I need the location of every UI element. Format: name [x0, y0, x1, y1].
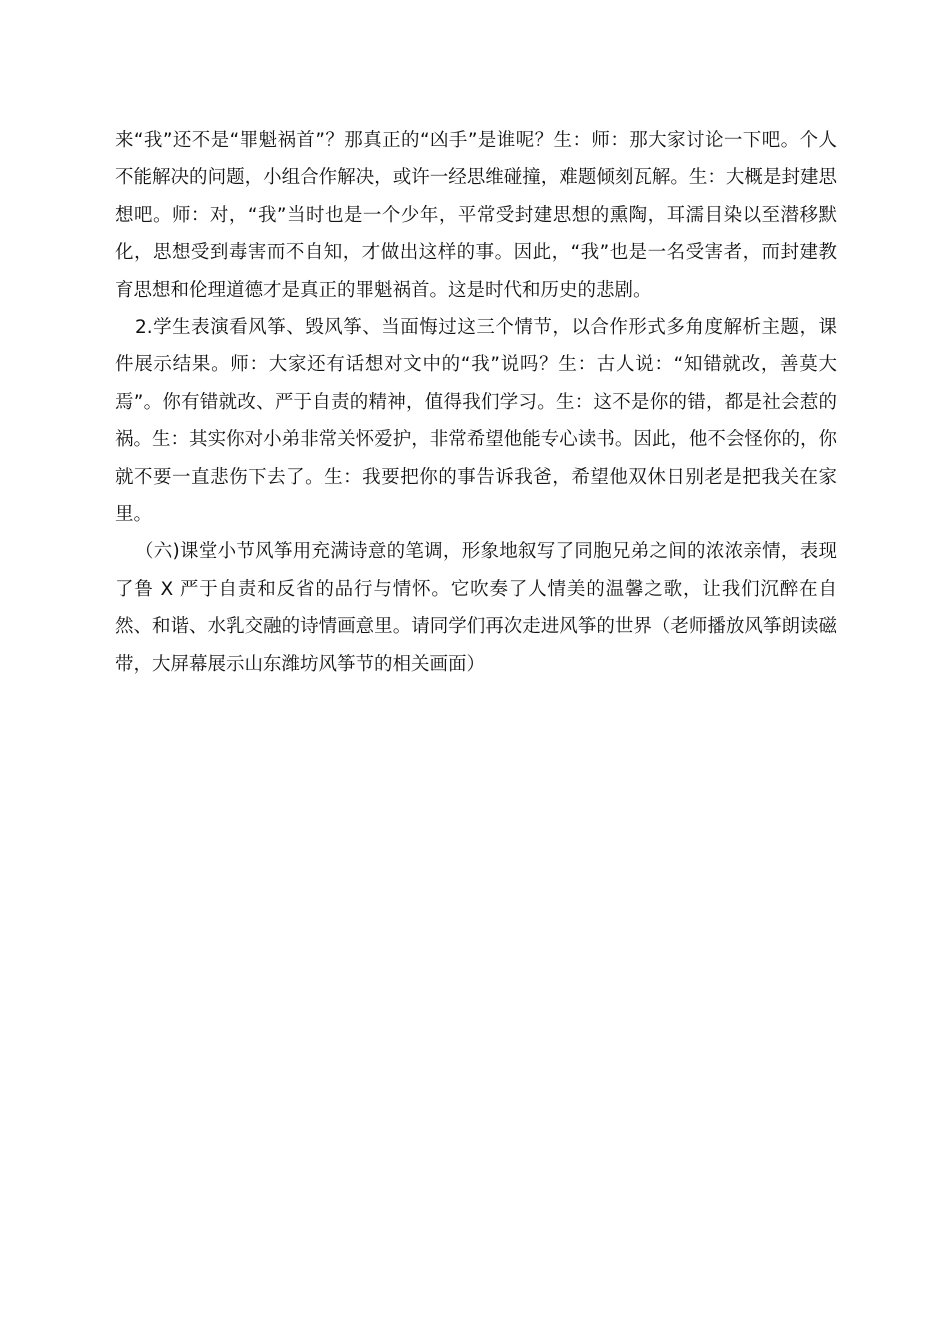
paragraph-student-performance: 2.学生表演看风筝、毁风筝、当面悔过这三个情节，以合作形式多角度解析主题，课件展示结果。师：大家还有话想对文中的“我”说吗？生：古人说：“知错就改，善莫大焉”。你有错就改、严于自责的精神，值得我们学习。生：这不是你的错，都是社会惹的祸。生：其实你对小弟非常关怀爱护，非常希望他能专心读书。因此，他不会怪你的，你就不要一直悲伤下去了。生：我要把你的事告诉我爸，希望他双休日别老是把我关在家里。: [115, 317, 837, 526]
document-body: [115, 122, 837, 683]
paragraph-lesson-summary: （六)课堂小节风筝用充满诗意的笔调，形象地叙写了同胞兄弟之间的浓浓亲情，表现了鲁 X 严于自责和反省的品行与情怀。它吹奏了人情美的温馨之歌，让我们沉醉在自然、和谐、水乳交融的诗情画意里。请同学们再次走进风筝的世界（老师播放风筝朗读磁带，大屏幕展示山东潍坊风筝节的相关画面）: [115, 541, 837, 675]
paragraph-continuation: 来“我”还不是“罪魁祸首”？那真正的“凶手”是谁呢？生：师：那大家讨论一下吧。个人不能解决的问题，小组合作解决，或许一经思维碰撞，难题倾刻瓦解。生：大概是封建思想吧。师：对，“我”当时也是一个少年，平常受封建思想的熏陶，耳濡目染以至潜移默化，思想受到毒害而不自知，才做出这样的事。因此，“我”也是一名受害者，而封建教育思想和伦理道德才是真正的罪魁祸首。这是时代和历史的悲剧。: [115, 130, 837, 301]
